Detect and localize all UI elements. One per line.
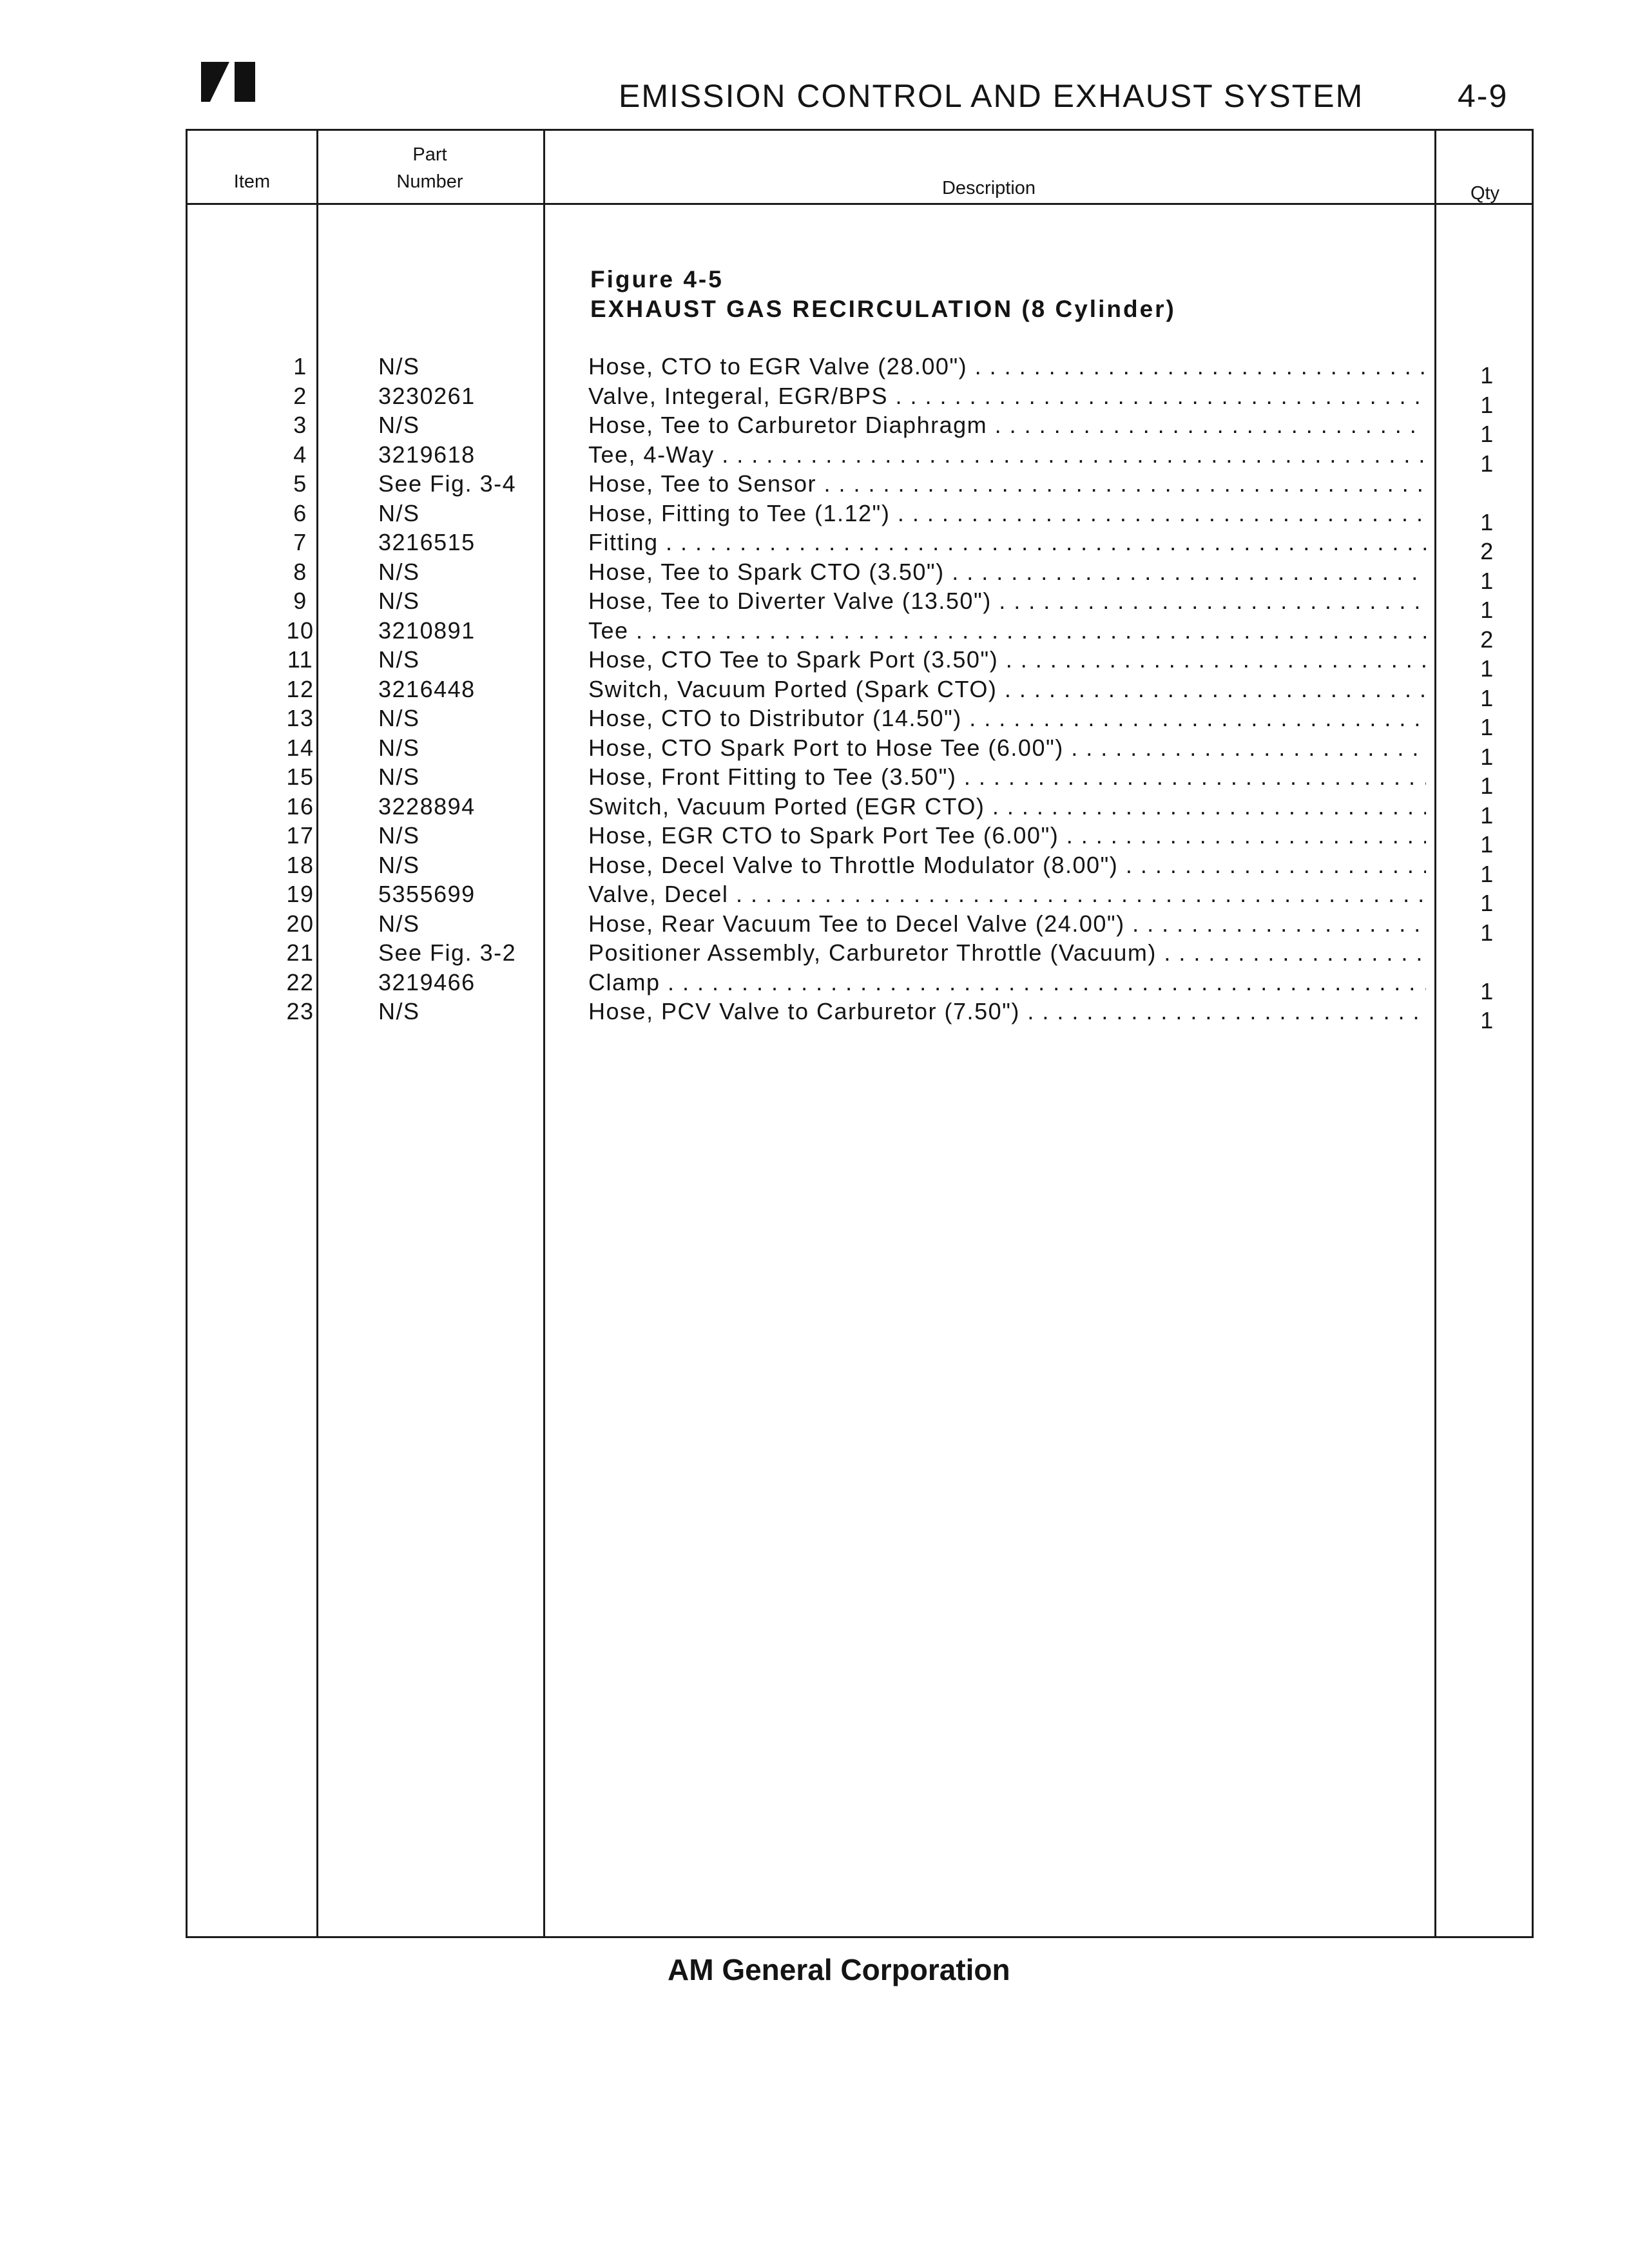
row-item-number: 10	[286, 617, 314, 644]
row-description: Hose, CTO Spark Port to Hose Tee (6.00") . . .	[588, 735, 1426, 762]
row-item-number: 14	[286, 734, 314, 761]
row-description: Hose, Front Fitting to Tee (3.50") . . .	[588, 764, 1426, 791]
row-part-number: N/S	[378, 998, 420, 1024]
row-item-number: 23	[286, 998, 314, 1024]
row-item-number: 7	[293, 529, 307, 555]
row-quantity: 1	[1480, 860, 1494, 887]
row-description: Hose, CTO Tee to Spark Port (3.50") . . .	[588, 646, 1426, 673]
table-row	[188, 822, 1532, 858]
row-description: Valve, Integeral, EGR/BPS . . .	[588, 383, 1426, 410]
table-row	[188, 675, 1532, 711]
row-description: Clamp . . .	[588, 969, 1426, 996]
row-description: Fitting . . .	[588, 529, 1426, 556]
row-item-number: 17	[286, 822, 314, 849]
row-part-number: N/S	[378, 412, 420, 438]
row-part-number: 3228894	[378, 793, 476, 820]
row-part-number: 3219618	[378, 441, 476, 468]
row-part-number: 3216515	[378, 529, 476, 555]
row-description: Hose, Tee to Sensor . . .	[588, 470, 1426, 497]
row-item-number: 21	[286, 939, 314, 966]
row-part-number: N/S	[378, 851, 420, 878]
row-item-number: 18	[286, 851, 314, 878]
row-part-number: 5355699	[378, 881, 476, 907]
figure-number: Figure 4-5	[590, 266, 724, 293]
row-quantity: 1	[1480, 684, 1494, 711]
parts-rows	[188, 353, 1532, 1033]
row-quantity: 1	[1480, 421, 1494, 447]
table-row	[188, 499, 1532, 535]
row-item-number: 15	[286, 764, 314, 790]
row-description: Hose, Decel Valve to Throttle Modulator (8.00") . . .	[588, 852, 1426, 879]
row-quantity: 1	[1480, 1007, 1494, 1033]
row-description: Hose, Tee to Carburetor Diaphragm . . .	[588, 412, 1426, 439]
row-item-number: 13	[286, 705, 314, 731]
row-item-number: 16	[286, 793, 314, 820]
row-quantity: 1	[1480, 362, 1494, 389]
row-description: Hose, Tee to Spark CTO (3.50") . . .	[588, 559, 1426, 586]
table-row	[188, 588, 1532, 623]
row-part-number: N/S	[378, 499, 420, 526]
page-title: EMISSION CONTROL AND EXHAUST SYSTEM	[619, 78, 1364, 114]
row-item-number: 3	[293, 412, 307, 438]
column-header-description: Description	[941, 178, 1036, 198]
row-part-number: N/S	[378, 588, 420, 614]
row-part-number: 3219466	[378, 968, 476, 995]
table-row	[188, 529, 1532, 564]
row-item-number: 2	[293, 382, 307, 409]
row-quantity: 1	[1480, 890, 1494, 916]
row-part-number: 3216448	[378, 675, 476, 702]
table-row	[188, 968, 1532, 1004]
row-quantity: 1	[1480, 773, 1494, 799]
column-header-part	[316, 141, 543, 195]
row-part-number: N/S	[378, 822, 420, 849]
row-description: Positioner Assembly, Carburetor Throttle (Vacuum) . . .	[588, 939, 1426, 966]
row-description: Hose, CTO to Distributor (14.50") . . .	[588, 705, 1426, 732]
row-quantity: 1	[1480, 655, 1494, 682]
row-description: Hose, Fitting to Tee (1.12") . . .	[588, 500, 1426, 527]
row-item-number: 9	[293, 588, 307, 614]
row-part-number: N/S	[378, 646, 420, 673]
table-row	[188, 998, 1532, 1033]
row-description: Tee . . .	[588, 617, 1426, 644]
parts-table	[186, 129, 1534, 1938]
row-part-number: 3210891	[378, 617, 476, 644]
table-row	[188, 412, 1532, 447]
row-description: Hose, EGR CTO to Spark Port Tee (6.00") . . .	[588, 822, 1426, 849]
row-quantity: 1	[1480, 508, 1494, 535]
table-row	[188, 851, 1532, 887]
row-item-number: 6	[293, 499, 307, 526]
table-row	[188, 558, 1532, 594]
column-header-part-line1: Part	[412, 144, 447, 165]
row-part-number: N/S	[378, 910, 420, 937]
row-item-number: 20	[286, 910, 314, 937]
row-description: Valve, Decel . . .	[588, 881, 1426, 908]
row-item-number: 22	[286, 968, 314, 995]
row-item-number: 4	[293, 441, 307, 468]
table-row	[188, 734, 1532, 770]
row-description: Switch, Vacuum Ported (EGR CTO) . . .	[588, 793, 1426, 820]
column-header-item: Item	[233, 171, 271, 192]
header-divider	[188, 203, 1532, 205]
row-quantity: 1	[1480, 597, 1494, 623]
row-quantity: 2	[1480, 538, 1494, 564]
row-part-number: See Fig. 3-4	[378, 470, 517, 497]
table-row	[188, 764, 1532, 799]
row-quantity: 1	[1480, 977, 1494, 1004]
table-row	[188, 441, 1532, 477]
table-row	[188, 793, 1532, 829]
row-description: Hose, CTO to EGR Valve (28.00") . . .	[588, 353, 1426, 380]
row-description: Hose, Tee to Diverter Valve (13.50") . . .	[588, 588, 1426, 615]
row-description: Hose, PCV Valve to Carburetor (7.50") . . .	[588, 998, 1426, 1025]
table-row	[188, 910, 1532, 946]
column-header-qty: Qty	[1470, 183, 1500, 204]
table-row	[188, 353, 1532, 389]
row-part-number: N/S	[378, 353, 420, 380]
row-part-number: See Fig. 3-2	[378, 939, 517, 966]
row-description: Tee, 4-Way . . .	[588, 441, 1426, 468]
row-quantity: 1	[1480, 802, 1494, 829]
row-quantity: 2	[1480, 626, 1494, 653]
footer-company: AM General Corporation	[668, 1953, 1010, 1986]
row-part-number: N/S	[378, 705, 420, 731]
row-part-number: N/S	[378, 764, 420, 790]
row-quantity: 1	[1480, 743, 1494, 770]
table-row	[188, 705, 1532, 740]
table-row	[188, 646, 1532, 682]
row-item-number: 5	[293, 470, 307, 497]
row-quantity: 1	[1480, 831, 1494, 858]
table-row	[188, 939, 1532, 969]
row-item-number: 1	[293, 353, 307, 380]
column-header-part-line2: Number	[396, 171, 463, 192]
row-quantity: 1	[1480, 450, 1494, 477]
row-description: Hose, Rear Vacuum Tee to Decel Valve (24.00") . . .	[588, 910, 1426, 937]
row-part-number: N/S	[378, 558, 420, 585]
row-item-number: 8	[293, 558, 307, 585]
table-row	[188, 881, 1532, 916]
row-quantity: 1	[1480, 391, 1494, 418]
row-quantity: 1	[1480, 919, 1494, 946]
table-row	[188, 470, 1532, 500]
row-item-number: 11	[287, 646, 314, 673]
am-general-logo	[201, 62, 256, 102]
row-part-number: 3230261	[378, 382, 476, 409]
row-description: Switch, Vacuum Ported (Spark CTO) . . .	[588, 676, 1426, 703]
row-part-number: N/S	[378, 734, 420, 761]
row-item-number: 19	[286, 881, 314, 907]
table-row	[188, 382, 1532, 418]
row-item-number: 12	[286, 675, 314, 702]
table-row	[188, 617, 1532, 653]
row-quantity: 1	[1480, 714, 1494, 740]
page-number: 4-9	[1458, 78, 1509, 114]
figure-title: EXHAUST GAS RECIRCULATION (8 Cylinder)	[590, 296, 1176, 322]
row-quantity: 1	[1480, 567, 1494, 594]
